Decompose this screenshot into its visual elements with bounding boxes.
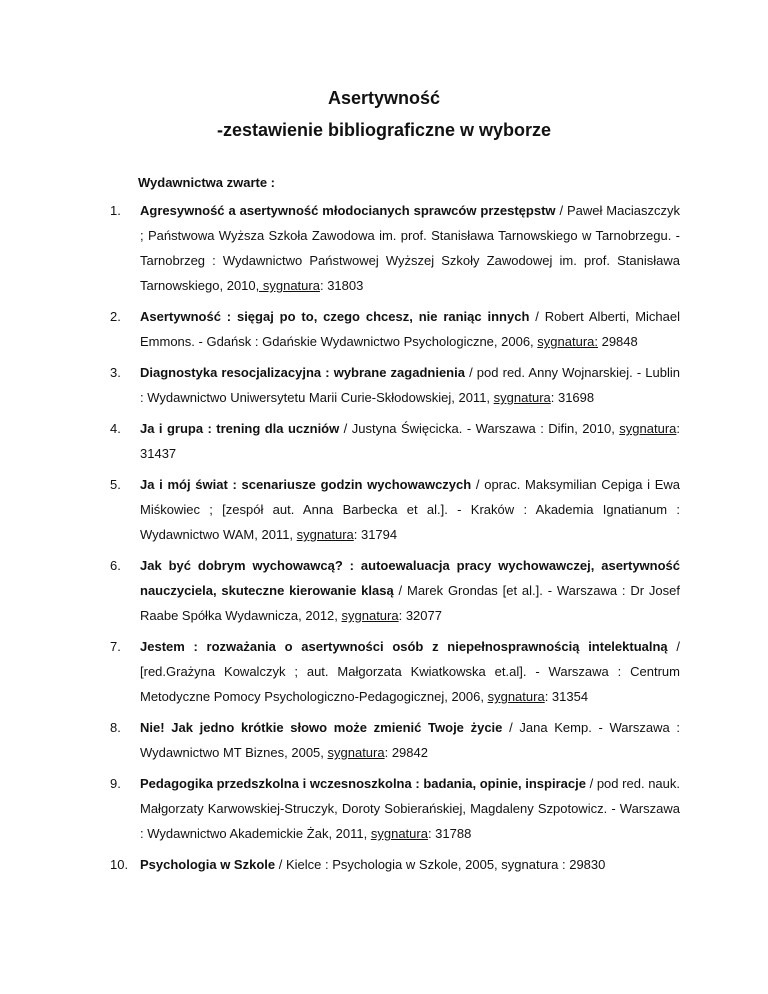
bibliography-entry [110, 553, 680, 628]
entry-number: 1. [110, 203, 121, 218]
entry-details: / pod red. Anny Wojnarskiej. - Lublin : Wydawnictwo Uniwersytetu Marii Curie-Skłodowskiej, 2011, [140, 365, 680, 405]
entry-number: 4. [110, 421, 121, 436]
entry-signature-value: : 32077 [398, 608, 442, 623]
entry-signature-value: : 31803 [319, 278, 364, 293]
entry-title: Agresywność a asertywność młodocianych sprawców przestępstw [140, 203, 556, 218]
entry-details: / Justyna Święcicka. - Warszawa : Difin, 2010, [339, 421, 620, 436]
entry-details: / oprac. Maksymilian Cepiga i Ewa Miśkowiec ; [zespół aut. Anna Barbecka et al.]. - Kraków : Akademia Ignatianum : Wydawnictwo WAM, 2011, [140, 477, 680, 542]
entry-title: Psychologia w Szkole [140, 857, 276, 872]
bibliography-entry [110, 304, 680, 354]
entry-title: Nie! Jak jedno krótkie słowo może zmienić Twoje życie [140, 720, 503, 735]
entry-details: / Paweł Maciaszczyk ; Państwowa Wyższa Szkoła Zawodowa im. prof. Stanisława Tarnowskiego w Tarnobrzegu. - Tarnobrzeg : Wydawnictwo Państwowej Wyższej Szkoły Zawodowej im. prof. Stanisława Tarnowskiego, 2010 [140, 203, 680, 293]
entry-details: / Kielce : Psychologia w Szkole, 2005, [275, 857, 502, 872]
entry-signature-value: : 31788 [427, 826, 472, 841]
bibliography-entry [110, 715, 680, 765]
entry-signature-value: : 31437 [140, 421, 680, 461]
entry-details: / pod red. nauk. Małgorzaty Karwowskiej-Struczyk, Doroty Sobierańskiej, Magdaleny Szpotowicz. - Warszawa : Wydawnictwo Akademickie Żak, 2011, [140, 776, 681, 841]
bibliography-list [110, 198, 680, 883]
entry-signature-label: sygnatura [493, 390, 551, 405]
bibliography-entry [110, 771, 680, 846]
entry-signature-label: sygnatura [501, 857, 559, 872]
entry-signature-label: sygnatura [370, 826, 428, 841]
entry-signature-value: : 31794 [353, 527, 398, 542]
entry-signature-label: sygnatura [487, 689, 545, 704]
entry-title: Asertywność : sięgaj po to, czego chcesz, nie raniąc innych [140, 309, 530, 324]
entry-signature-label: sygnatura [296, 527, 354, 542]
entry-title: Jak być dobrym wychowawcą? : autoewaluacja pracy wychowawczej, asertywność nauczyciela, skuteczne kierowanie klasą [140, 558, 680, 598]
entry-title: Ja i mój świat : scenariusze godzin wychowawczych [140, 477, 472, 492]
bibliography-entry [110, 360, 680, 410]
entry-signature-label: sygnatura: [537, 334, 598, 349]
entry-title: Jestem : rozważania o asertywności osób z niepełnosprawnością intelektualną [140, 639, 668, 654]
entry-number: 3. [110, 365, 121, 380]
entry-signature-label: sygnatura [619, 421, 677, 436]
entry-signature-label: , sygnatura [255, 278, 320, 293]
entry-number: 10. [110, 857, 129, 872]
entry-number: 8. [110, 720, 121, 735]
entry-title: Pedagogika przedszkolna i wczesnoszkolna : badania, opinie, inspiracje [140, 776, 586, 791]
entry-number: 9. [110, 776, 121, 791]
page-title: Asertywność [327, 88, 441, 108]
entry-number: 2. [110, 309, 121, 324]
bibliography-entry [110, 472, 680, 547]
entry-signature-label: sygnatura [341, 608, 399, 623]
section-heading: Wydawnictwa zwarte : [138, 175, 276, 190]
entry-signature-label: sygnatura [327, 745, 385, 760]
entry-signature-value: : 29842 [384, 745, 428, 760]
entry-signature-value: : 31698 [550, 390, 595, 405]
entry-details: / [red.Grażyna Kowalczyk ; aut. Małgorzata Kwiatkowska et.al]. - Warszawa : Centrum Metodyczne Pomocy Psychologiczno-Pedagogicznej, 2006, [140, 639, 680, 704]
entry-signature-value: 29848 [597, 334, 638, 349]
bibliography-entry [110, 416, 680, 466]
bibliography-entry [110, 198, 680, 298]
entry-number: 7. [110, 639, 121, 654]
entry-title: Ja i grupa : trening dla uczniów [140, 421, 340, 436]
entry-title: Diagnostyka resocjalizacyjna : wybrane zagadnienia [140, 365, 465, 380]
entry-number: 6. [110, 558, 121, 573]
entry-details: / Robert Alberti, Michael Emmons. - Gdańsk : Gdańskie Wydawnictwo Psychologiczne, 2006, [140, 309, 680, 349]
bibliography-entry [110, 634, 680, 709]
page-subtitle: -zestawienie bibliograficzne w wyborze [216, 120, 552, 140]
bibliography-entry [110, 852, 680, 877]
entry-details: / Marek Grondas [et al.]. - Warszawa : Dr Josef Raabe Spółka Wydawnicza, 2012, [140, 583, 680, 623]
entry-number: 5. [110, 477, 121, 492]
entry-signature-value: : 31354 [544, 689, 589, 704]
entry-signature-value: : 29830 [558, 857, 606, 872]
entry-details: / Jana Kemp. - Warszawa : Wydawnictwo MT Biznes, 2005, [140, 720, 680, 760]
